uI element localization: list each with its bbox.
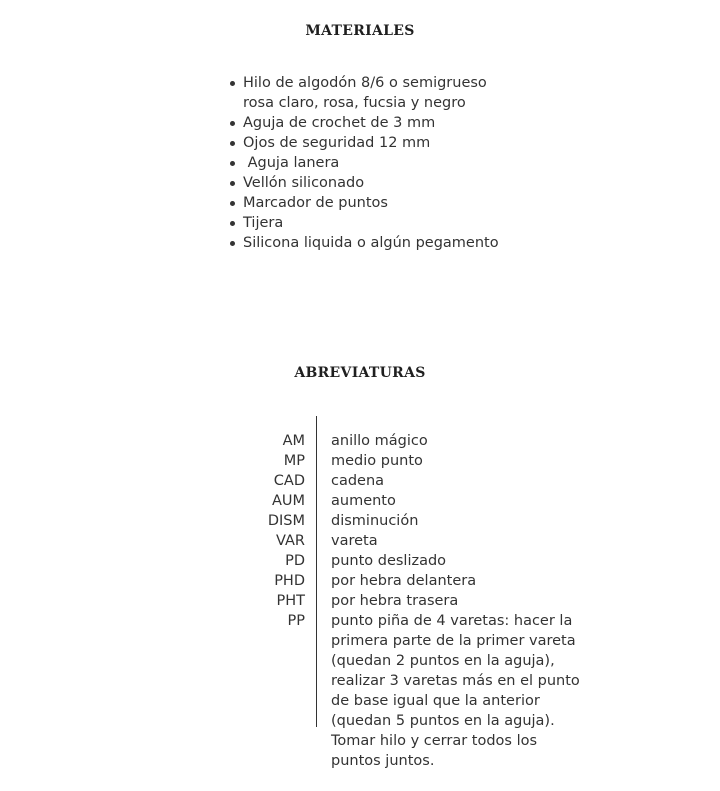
abbreviation-row: [230, 451, 581, 471]
abbreviation-definition: anillo mágico: [331, 433, 428, 449]
material-text-continued: rosa claro, rosa, fucsia y negro: [243, 95, 466, 111]
abbreviation-code: PD: [285, 553, 305, 569]
abbreviation-code: DISM: [267, 513, 305, 529]
list-item: [228, 153, 499, 173]
abbreviation-definition: vareta: [331, 533, 378, 549]
abbreviation-code: MP: [283, 453, 305, 469]
definition-line: Tomar hilo y cerrar todos los: [331, 733, 538, 749]
abbreviation-code: CAD: [273, 473, 305, 489]
definition-line: primera parte de la primer vareta: [331, 633, 576, 649]
abbreviation-row: [230, 471, 581, 491]
abbreviations-heading: ABREVIATURAS: [294, 365, 426, 381]
abbreviation-code: VAR: [276, 533, 305, 549]
material-text: Aguja lanera: [243, 155, 340, 171]
abbreviation-definition: cadena: [331, 473, 385, 489]
abbreviation-code: PHT: [276, 593, 305, 609]
list-item: [228, 213, 499, 233]
definition-line: de base igual que la anterior: [331, 693, 540, 709]
abbreviation-row: [230, 511, 581, 531]
abbreviation-definition: [331, 611, 581, 771]
list-item: [228, 73, 499, 113]
abbreviation-definition: punto deslizado: [331, 553, 447, 569]
abbreviation-row: [230, 491, 581, 511]
materials-heading: MATERIALES: [305, 23, 415, 39]
definition-line: realizar 3 varetas más en el punto: [331, 673, 580, 689]
material-text: Ojos de seguridad 12 mm: [243, 135, 431, 151]
list-item: [228, 193, 499, 213]
abbreviations-table: [230, 431, 581, 771]
material-text: Tijera: [243, 215, 284, 231]
definition-line: (quedan 5 puntos en la aguja).: [331, 713, 555, 729]
material-text: Hilo de algodón 8/6 o semigrueso: [243, 75, 487, 91]
abbreviation-code: AM: [282, 433, 305, 449]
definition-line: (quedan 2 puntos en la aguja),: [331, 653, 555, 669]
abbreviation-code: AUM: [271, 493, 305, 509]
definition-line: punto piña de 4 varetas: hacer la: [331, 613, 573, 629]
material-text: Aguja de crochet de 3 mm: [243, 115, 436, 131]
abbreviation-definition: disminución: [331, 513, 419, 529]
abbreviation-definition: por hebra delantera: [331, 573, 477, 589]
abbreviation-row: [230, 551, 581, 571]
abbreviation-row: [230, 431, 581, 451]
abbreviation-row: [230, 591, 581, 611]
abbreviation-row: [230, 531, 581, 551]
abbreviation-row: [230, 571, 581, 591]
list-item: [228, 173, 499, 193]
material-text: Marcador de puntos: [243, 195, 388, 211]
definition-line: puntos juntos.: [331, 753, 435, 769]
abbreviation-code: PP: [287, 613, 305, 629]
list-item: [228, 233, 499, 253]
abbreviation-definition: aumento: [331, 493, 396, 509]
material-text: Silicona liquida o algún pegamento: [243, 235, 499, 251]
abbreviation-code: PHD: [274, 573, 305, 589]
materials-list: [228, 73, 499, 253]
abbreviation-definition: por hebra trasera: [331, 593, 459, 609]
abbreviation-definition: medio punto: [331, 453, 423, 469]
list-item: [228, 113, 499, 133]
list-item: [228, 133, 499, 153]
material-text: Vellón siliconado: [243, 175, 365, 191]
abbreviation-row: [230, 611, 581, 771]
